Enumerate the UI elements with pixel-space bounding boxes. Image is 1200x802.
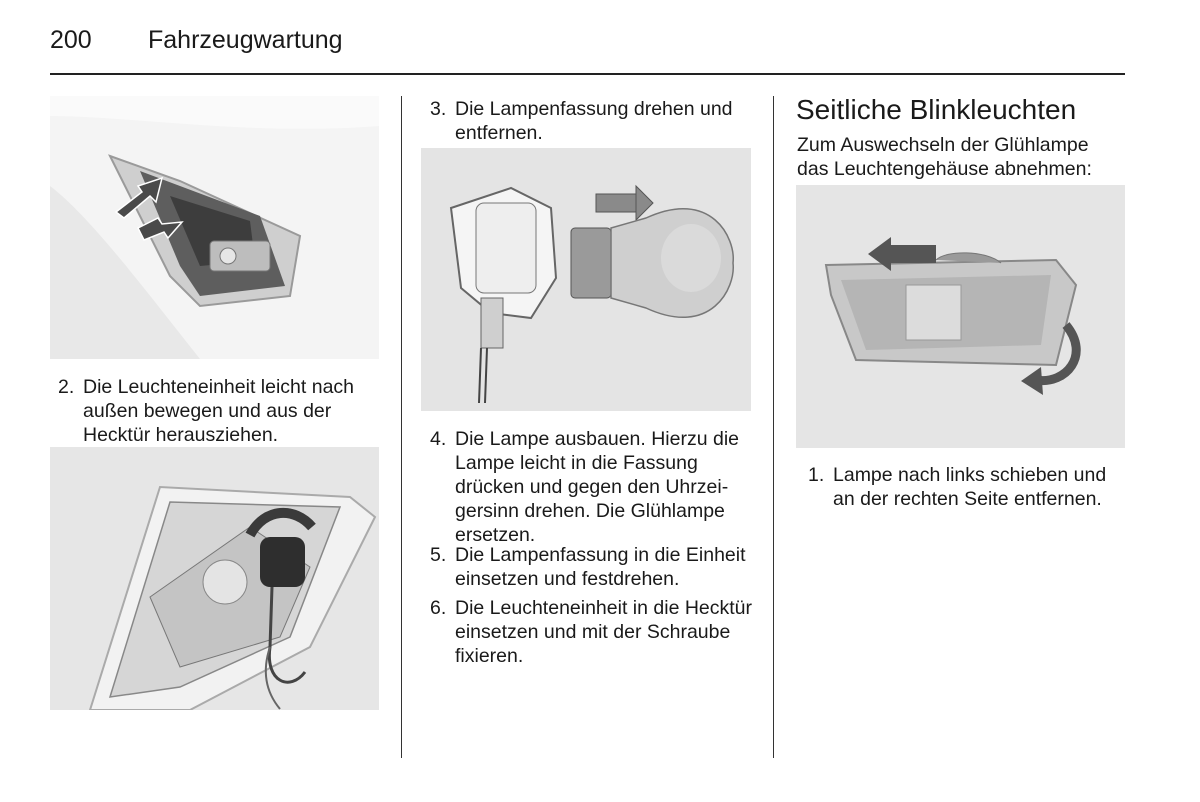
step-3	[430, 97, 760, 145]
step-4-number: 4.	[430, 428, 447, 450]
step-1	[808, 463, 1128, 511]
column-divider-2	[773, 96, 774, 758]
intro-text: Zum Auswechseln der Glühlampe das Leuchtengehäuse abnehmen:	[797, 134, 1092, 180]
page-number: 200	[50, 26, 92, 54]
lamp-socket-rotate-icon	[50, 447, 379, 710]
bulb-and-socket-icon	[421, 148, 751, 411]
step-5-text: Die Lampenfassung in die Einheit einsetzen und festdrehen.	[455, 544, 746, 590]
step-2-text: Die Leuchteneinheit leicht nach außen bewegen und aus der Hecktür herausziehen.	[83, 376, 355, 446]
section-title: Fahrzeugwartung	[148, 26, 343, 54]
step-1-number: 1.	[808, 464, 825, 486]
side-indicator-removal-figure	[796, 185, 1125, 448]
step-4	[430, 427, 760, 547]
step-4-text: Die Lampe ausbauen. Hierzu die Lampe leicht in die Fassung drücken und gegen den Uhrzeigersinn drehen. Die Glühlampe ersetzen.	[455, 428, 740, 546]
step-6	[430, 596, 760, 668]
step-5-number: 5.	[430, 544, 447, 566]
step-1-text: Lampe nach links schieben und an der rechten Seite entfernen.	[833, 464, 1107, 510]
tail-light-removal-icon	[50, 96, 379, 359]
heading-side-indicators: Seitliche Blinkleuchten	[796, 94, 1077, 125]
side-indicator-removal-icon	[796, 185, 1125, 448]
column-divider-1	[401, 96, 402, 758]
step-3-number: 3.	[430, 98, 447, 120]
bulb-and-socket-figure	[421, 148, 751, 411]
step-2-number: 2.	[58, 376, 75, 398]
header-rule	[50, 73, 1125, 75]
step-5	[430, 543, 760, 591]
step-3-text: Die Lampenfassung drehen und entfernen.	[455, 98, 733, 144]
tail-light-removal-figure	[50, 96, 379, 359]
step-6-number: 6.	[430, 597, 447, 619]
step-2	[58, 375, 378, 447]
lamp-socket-rotate-figure	[50, 447, 379, 710]
step-6-text: Die Leuchteneinheit in die Hecktür einsetzen und mit der Schraube fixieren.	[455, 597, 753, 667]
